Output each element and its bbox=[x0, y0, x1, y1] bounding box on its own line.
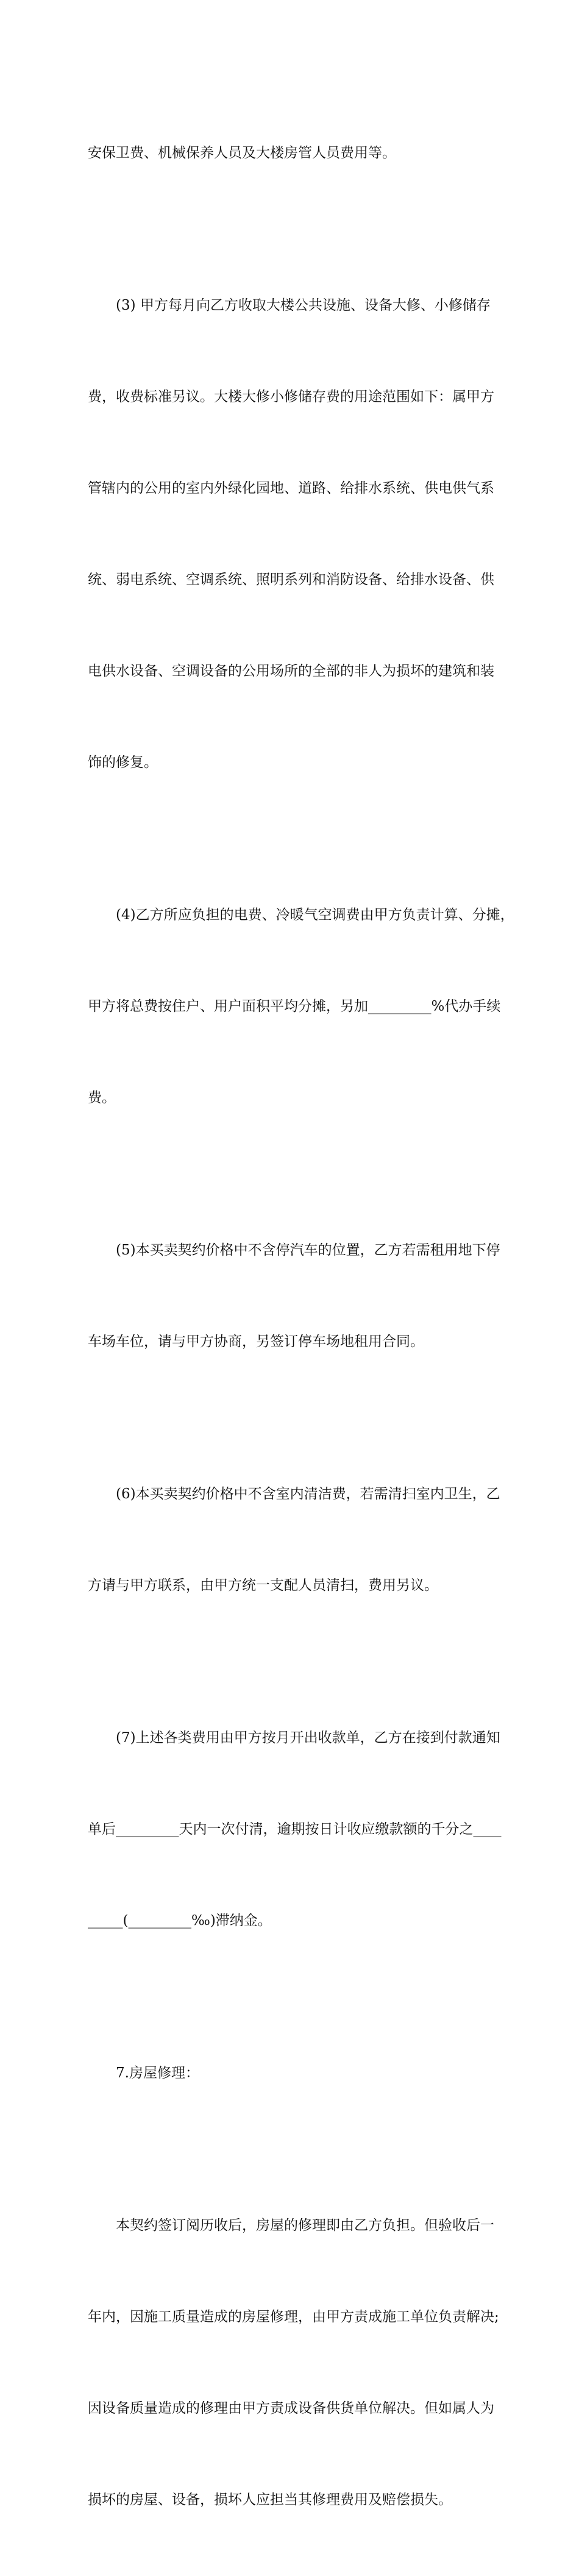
text-line: 单后_________天内一次付清，逾期按日计收应缴款额的千分之____ bbox=[88, 1821, 502, 1837]
paragraph-item-3 bbox=[88, 229, 492, 839]
paragraph-item-4 bbox=[88, 839, 514, 1174]
text-line: 方请与甲方联系，由甲方统一支配人员清扫，费用另议。 bbox=[88, 1578, 438, 1593]
text-line: (5)本买卖契约价格中不含停汽车的位置，乙方若需租用地下停 bbox=[116, 1242, 500, 1258]
text-line: 甲方将总费按住户、用户面积平均分摊，另加_________%代办手续 bbox=[88, 998, 501, 1014]
paragraph-fees-continued bbox=[88, 77, 492, 229]
section-heading-house-repair bbox=[88, 1997, 492, 2149]
text-line: 电供水设备、空调设备的公用场所的全部的非人为损坏的建筑和装 bbox=[88, 663, 494, 679]
text-line: (6)本买卖契约价格中不含室内清洁费，若需清扫室内卫生，乙 bbox=[116, 1486, 500, 1502]
text-line: 饰的修复。 bbox=[88, 755, 158, 770]
text-line: 费。 bbox=[88, 1090, 116, 1106]
text-line: 费，收费标准另议。大楼大修小修储存费的用途范围如下：属甲方 bbox=[88, 389, 494, 405]
paragraph-item-7 bbox=[88, 1662, 502, 1997]
text-line: 本契约签订阅历收后，房屋的修理即由乙方负担。但验收后一 bbox=[116, 2218, 494, 2233]
text-line: (7)上述各类费用由甲方按月开出收款单，乙方在接到付款通知 bbox=[116, 1730, 500, 1746]
text-line: 安保卫费、机械保养人员及大楼房管人员费用等。 bbox=[88, 145, 396, 161]
document-body bbox=[88, 77, 514, 2576]
paragraph-item-6 bbox=[88, 1418, 500, 1662]
text-line: (4)乙方所应负担的电费、冷暖气空调费由甲方负责计算、分摊， bbox=[116, 907, 514, 923]
text-line: (3) 甲方每月向乙方收取大楼公共设施、设备大修、小修储存 bbox=[116, 297, 491, 313]
text-line: 损坏的房屋、设备，损坏人应担当其修理费用及赔偿损失。 bbox=[88, 2492, 452, 2508]
text-line: 管辖内的公用的室内外绿化园地、道路、给排水系统、供电供气系 bbox=[88, 480, 494, 496]
text-line: 年内，因施工质量造成的房屋修理，由甲方责成施工单位负责解决; bbox=[88, 2309, 499, 2325]
text-line: 统、弱电系统、空调系统、照明系列和消防设备、给排水设备、供 bbox=[88, 572, 494, 588]
paragraph-item-5 bbox=[88, 1174, 500, 1418]
section-title: 7.房屋修理： bbox=[116, 2065, 199, 2081]
text-line: 车场车位，请与甲方协商，另签订停车场地租用合同。 bbox=[88, 1334, 424, 1350]
text-line: 因设备质量造成的修理由甲方责成设备供货单位解决。但如属人为 bbox=[88, 2400, 494, 2416]
paragraph-house-repair bbox=[88, 2149, 499, 2576]
text-line: _____(_________‰)滞纳金。 bbox=[88, 1913, 272, 1929]
